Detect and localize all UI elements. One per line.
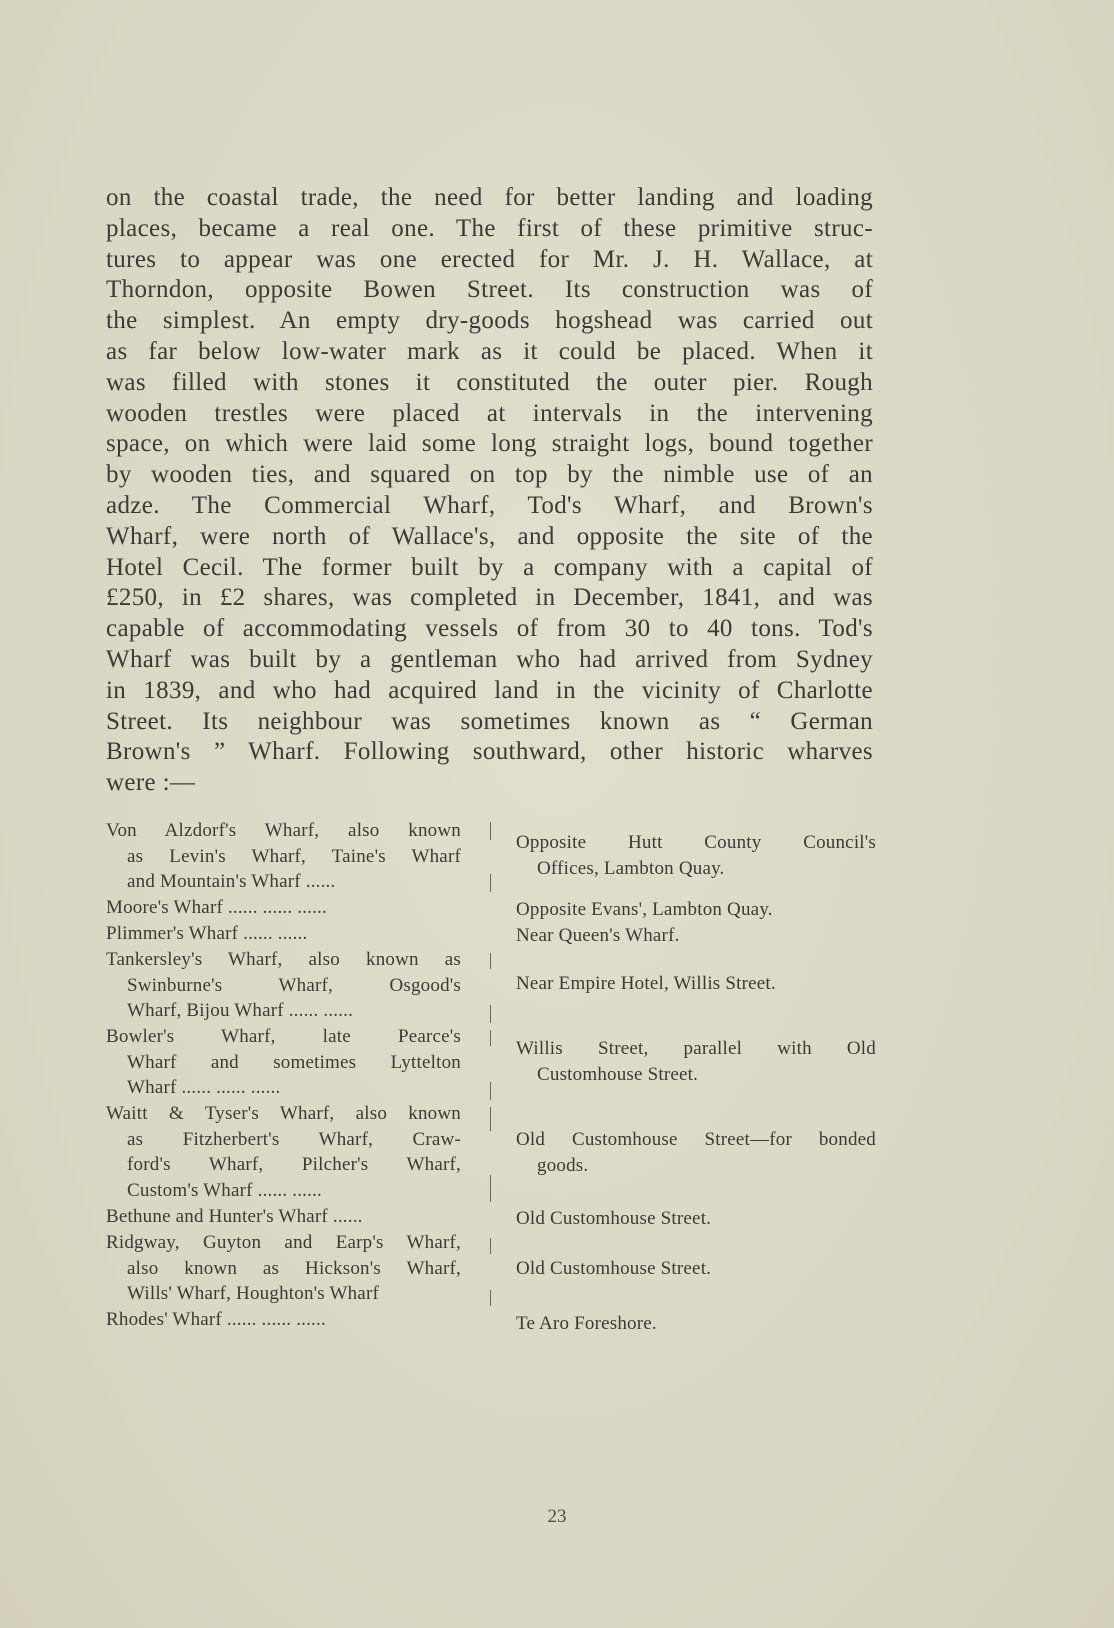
- paragraph-line: Wharf, were north of Wallace's, and opposite the site of the: [106, 522, 873, 550]
- wharf-location: Opposite Hutt County Council's Offices, Lambton Quay.: [516, 832, 876, 879]
- paragraph-line: capable of accommodating vessels of from 30 to 40 tons. Tod's: [106, 615, 873, 643]
- wharf-name: Von Alzdorf's Wharf, also known as Levin's Wharf, Taine's Wharf and Mountain's Wharf ......: [106, 820, 461, 892]
- wharf-location: Old Customhouse Street.: [516, 1208, 712, 1229]
- paragraph-line: was filled with stones it constituted the outer pier. Rough: [106, 368, 873, 396]
- wharf-name: Plimmer's Wharf ...... ......: [106, 923, 308, 944]
- paragraph-line: space, on which were laid some long straight logs, bound together: [106, 430, 873, 458]
- wharf-location: Old Customhouse Street.: [516, 1258, 712, 1279]
- paragraph-line: on the coastal trade, the need for better landing and loading: [106, 184, 873, 211]
- body-paragraph: [106, 183, 873, 799]
- paragraph-line: Street. Its neighbour was sometimes known as “ German: [106, 707, 873, 735]
- brace-mark: [486, 953, 496, 1023]
- wharf-location: Opposite Evans', Lambton Quay.: [516, 899, 773, 920]
- wharf-location: Old Customhouse Street—for bonded goods.: [516, 1129, 876, 1176]
- wharf-location: Near Queen's Wharf.: [516, 925, 680, 946]
- paragraph-line: Wharf was built by a gentleman who had arrived from Sydney: [106, 645, 873, 673]
- wharf-location: Te Aro Foreshore.: [516, 1313, 657, 1334]
- wharf-name: Bowler's Wharf, late Pearce's Wharf and sometimes Lyttelton Wharf ...... ...... ......: [106, 1026, 461, 1098]
- paragraph-line: in 1839, and who had acquired land in the vicinity of Charlotte: [106, 676, 873, 704]
- wharf-name: Bethune and Hunter's Wharf ......: [106, 1206, 363, 1227]
- paragraph-line: adze. The Commercial Wharf, Tod's Wharf, and Brown's: [106, 491, 873, 519]
- paragraph-line: £250, in £2 shares, was completed in December, 1841, and was: [106, 584, 873, 612]
- paragraph-line: as far below low-water mark as it could be placed. When it: [106, 337, 873, 365]
- paragraph-line: Thorndon, opposite Bowen Street. Its construction was of: [106, 276, 873, 304]
- wharf-name: Ridgway, Guyton and Earp's Wharf, also known as Hickson's Wharf, Wills' Wharf, Houghton's Wharf: [106, 1232, 461, 1304]
- paragraph-line: Brown's ” Wharf. Following southward, other historic wharves: [106, 738, 873, 766]
- wharf-location: Willis Street, parallel with Old Customhouse Street.: [516, 1038, 876, 1085]
- brace-mark: [486, 1107, 496, 1202]
- paragraph-line: the simplest. An empty dry-goods hogshead was carried out: [106, 307, 873, 335]
- paragraph-line: tures to appear was one erected for Mr. J. H. Wallace, at: [106, 245, 873, 273]
- wharf-name: Tankersley's Wharf, also known as Swinburne's Wharf, Osgood's Wharf, Bijou Wharf ...... ......: [106, 949, 461, 1021]
- page-number: 23: [547, 1506, 567, 1527]
- paragraph-line: by wooden ties, and squared on top by the nimble use of an: [106, 461, 873, 489]
- wharf-name: Waitt & Tyser's Wharf, also known as Fitzherbert's Wharf, Craw- ford's Wharf, Pilcher's Wharf, Custom's Wharf ...... ......: [106, 1103, 461, 1201]
- brace-mark: [486, 1030, 496, 1100]
- paragraph-line: were :—: [106, 769, 196, 797]
- brace-mark: [486, 822, 496, 892]
- wharf-location: Near Empire Hotel, Willis Street.: [516, 973, 776, 994]
- paragraph-line: Hotel Cecil. The former built by a company with a capital of: [106, 553, 873, 581]
- brace-mark: [486, 1238, 496, 1306]
- paragraph-line: places, became a real one. The first of these primitive struc-: [106, 214, 873, 242]
- wharf-name: Rhodes' Wharf ...... ...... ......: [106, 1309, 326, 1330]
- wharf-name: Moore's Wharf ...... ...... ......: [106, 897, 327, 918]
- paragraph-line: wooden trestles were placed at intervals in the intervening: [106, 399, 873, 427]
